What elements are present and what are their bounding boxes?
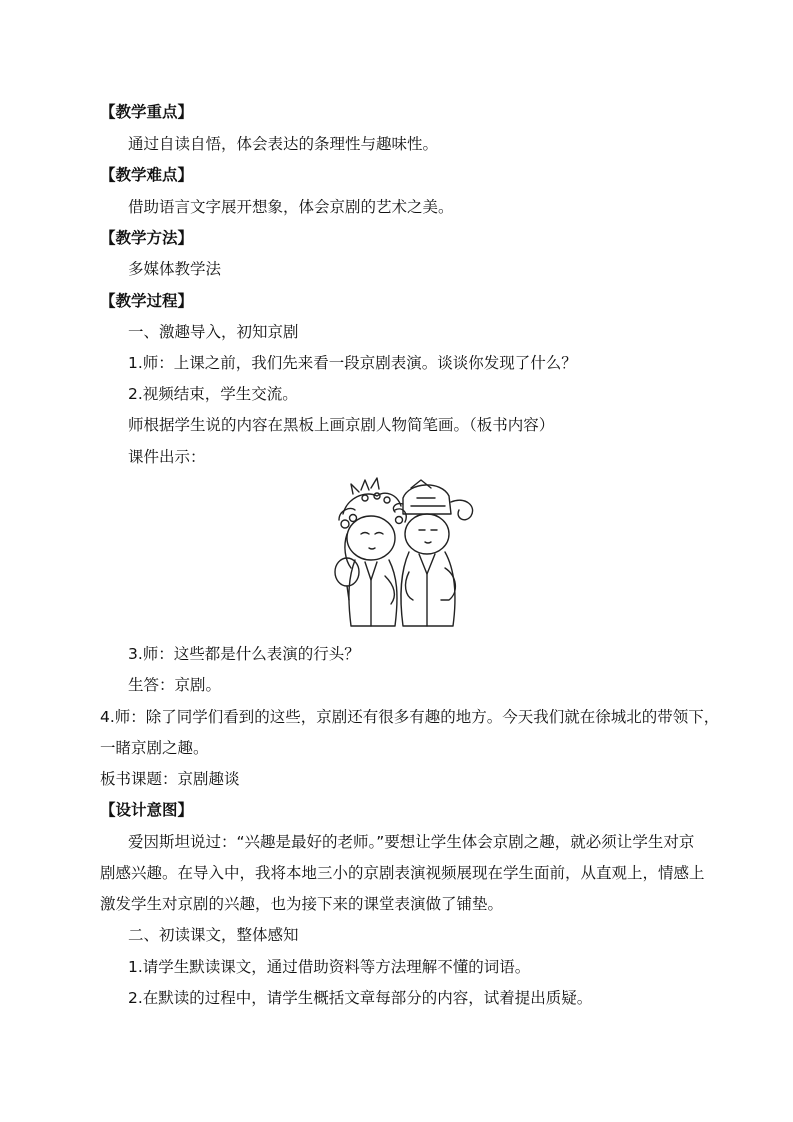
paragraph: 1.师：上课之前，我们先来看一段京剧表演。谈谈你发现了什么？ bbox=[128, 354, 577, 372]
heading-methods: 【教学方法】 bbox=[100, 229, 194, 247]
paragraph: 师根据学生说的内容在黑板上画京剧人物简笔画。（板书内容） bbox=[128, 416, 555, 434]
section-title: 一、激趣导入，初知京剧 bbox=[128, 323, 299, 341]
paragraph: 2.在默读的过程中，请学生概括文章每部分的内容，试着提出质疑。 bbox=[128, 989, 593, 1007]
paragraph: 3.师：这些都是什么表演的行头？ bbox=[128, 645, 360, 663]
heading-design-intent: 【设计意图】 bbox=[100, 801, 194, 819]
paragraph: 借助语言文字展开想象，体会京剧的艺术之美。 bbox=[128, 198, 454, 216]
heading-process: 【教学过程】 bbox=[100, 292, 194, 310]
paragraph: 一睹京剧之趣。 bbox=[100, 739, 209, 757]
section-title: 二、初读课文，整体感知 bbox=[128, 926, 299, 944]
paragraph: 通过自读自悟，体会表达的条理性与趣味性。 bbox=[128, 135, 439, 153]
board-title: 板书课题：京剧趣谈 bbox=[100, 770, 240, 788]
heading-difficulties: 【教学难点】 bbox=[100, 166, 194, 184]
heading-key-points: 【教学重点】 bbox=[100, 103, 194, 121]
paragraph: 剧感兴趣。在导入中，我将本地三小的京剧表演视频展现在学生面前，从直观上，情感上 bbox=[100, 864, 705, 882]
paragraph: 生答：京剧。 bbox=[128, 676, 222, 694]
paragraph: 2.视频结束，学生交流。 bbox=[128, 385, 298, 403]
paragraph: 爱因斯坦说过：“兴趣是最好的老师。”要想让学生体会京剧之趣，就必须让学生对京 bbox=[128, 833, 695, 851]
paragraph: 激发学生对京剧的兴趣，也为接下来的课堂表演做了铺垫。 bbox=[100, 895, 504, 913]
peking-opera-figures-illustration bbox=[325, 476, 485, 632]
paragraph: 多媒体教学法 bbox=[128, 260, 222, 278]
paragraph: 课件出示： bbox=[128, 448, 206, 466]
paragraph: 4.师：除了同学们看到的这些，京剧还有很多有趣的地方。今天我们就在徐城北的带领下， bbox=[100, 708, 720, 726]
paragraph: 1.请学生默读课文，通过借助资料等方法理解不懂的词语。 bbox=[128, 958, 531, 976]
